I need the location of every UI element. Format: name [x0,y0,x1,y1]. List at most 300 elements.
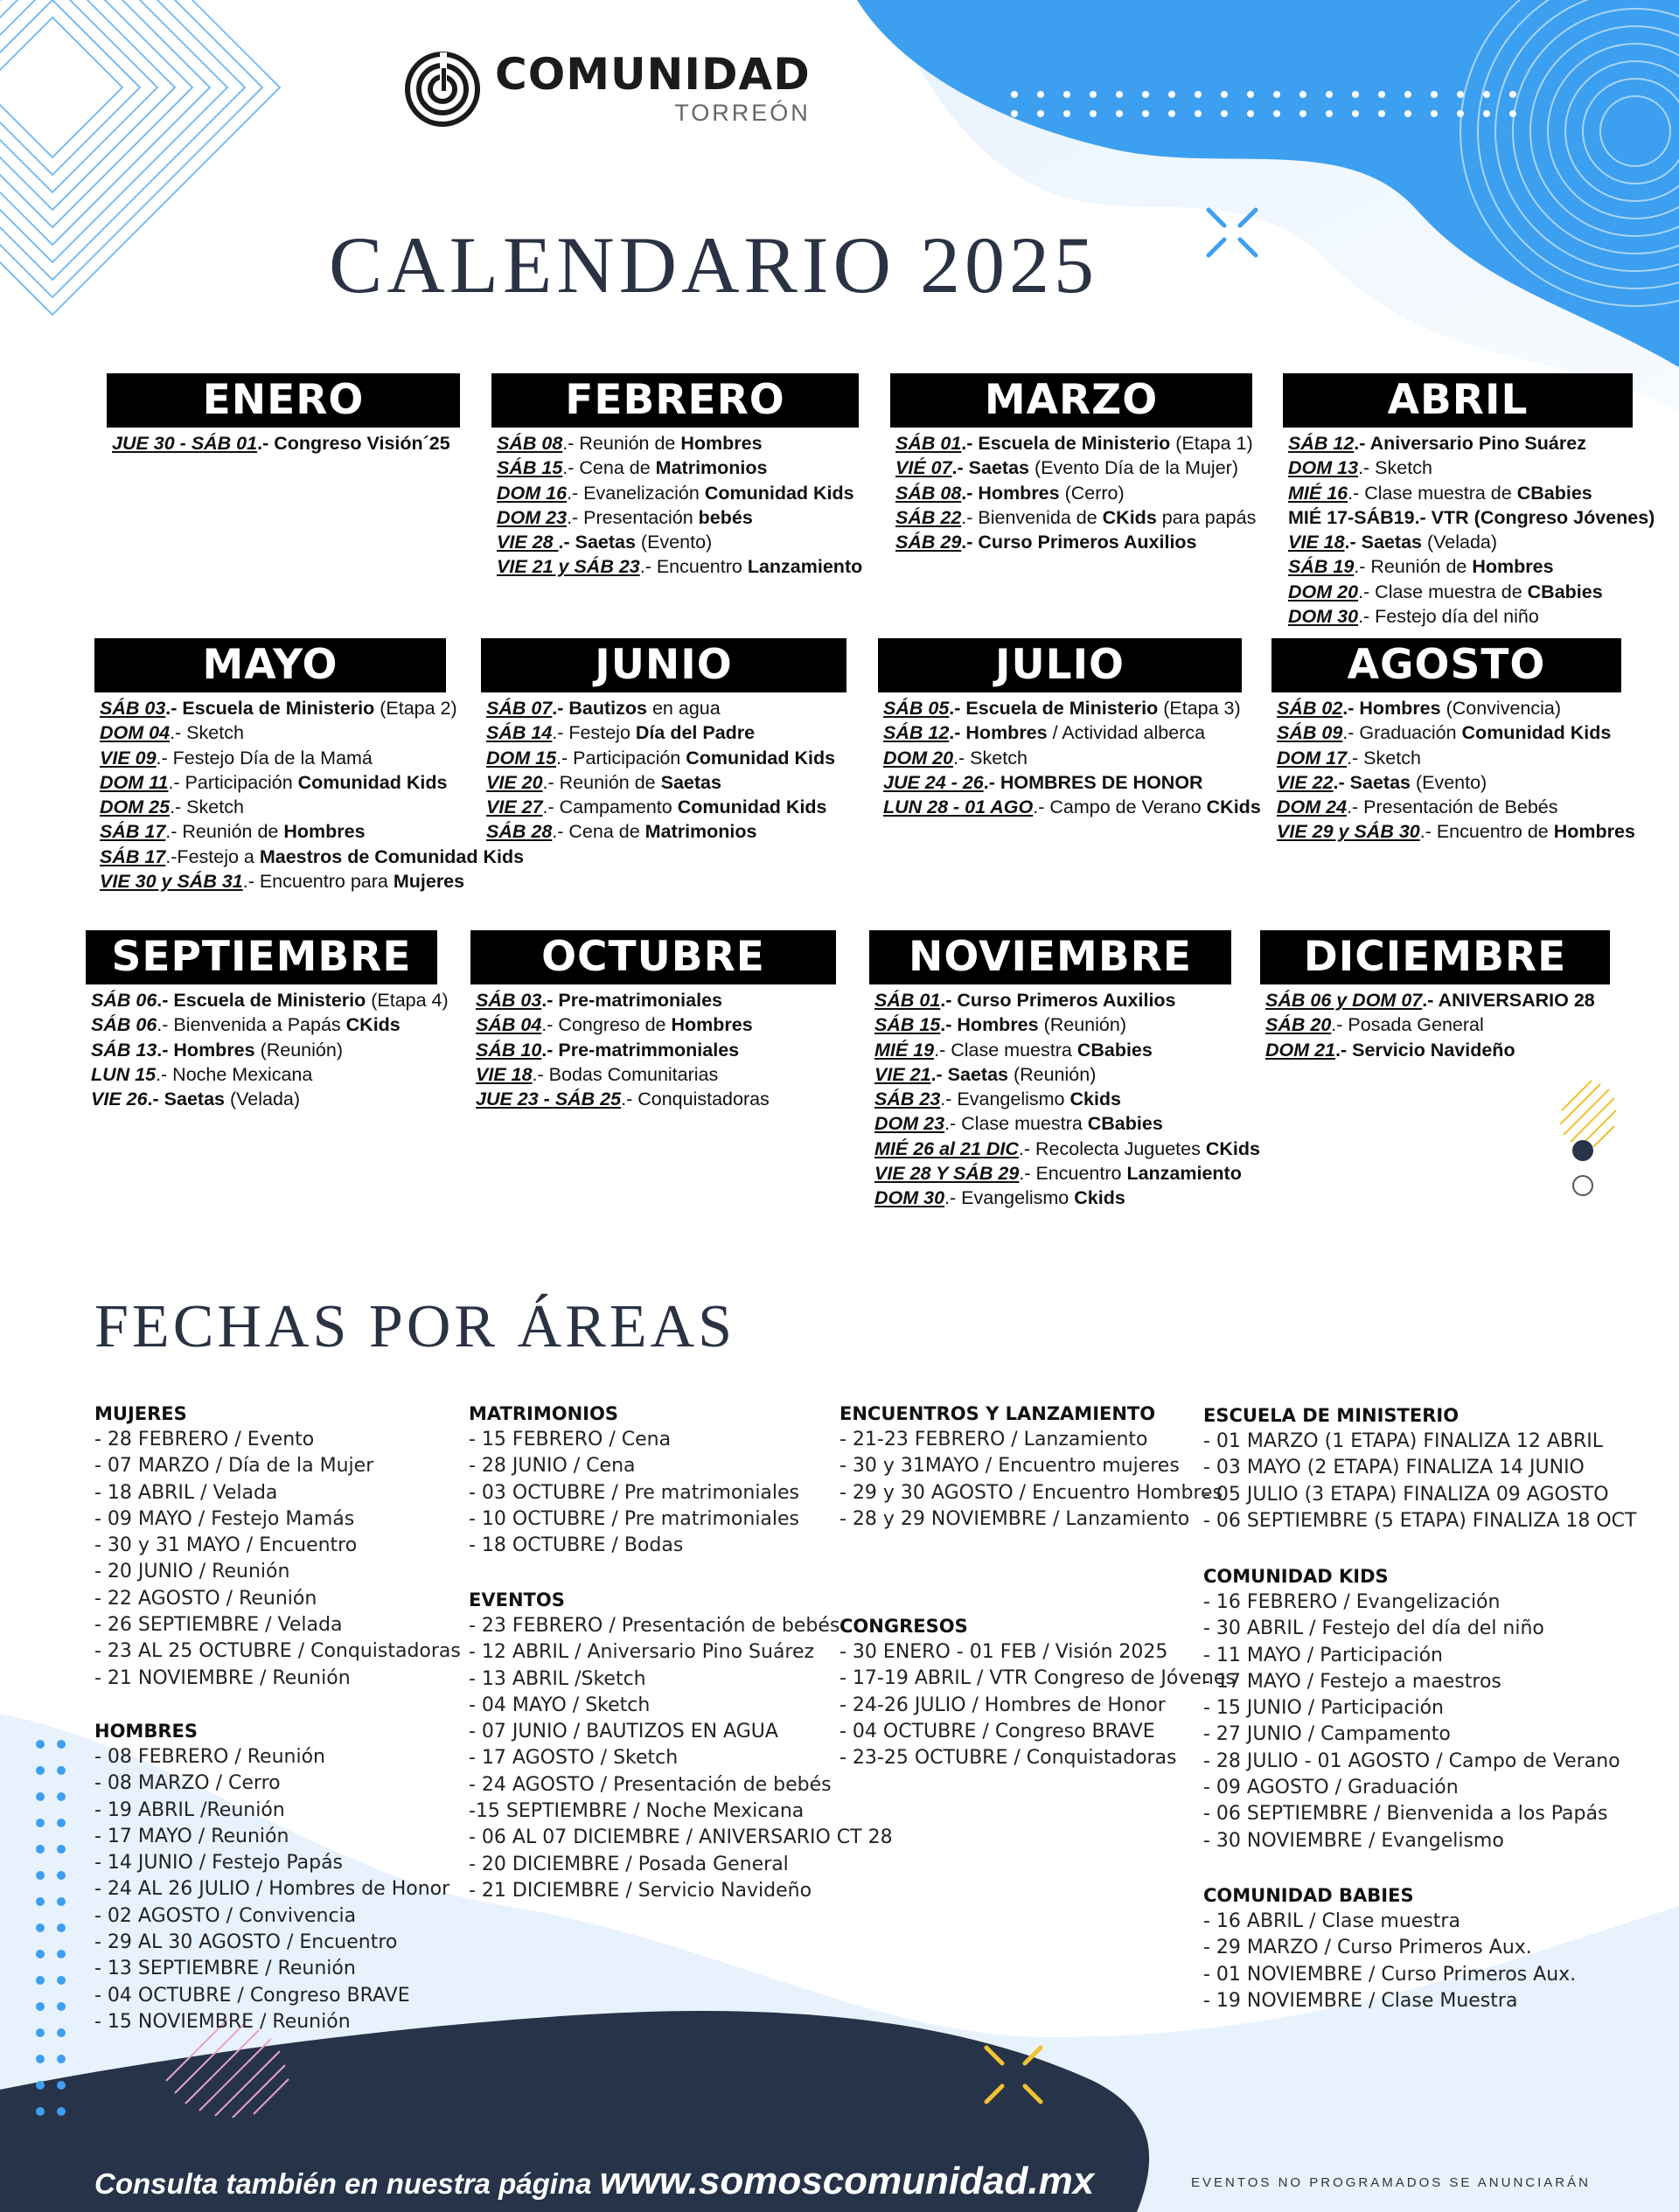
area-date-item: - 21-23 FEBRERO / Lanzamiento [840,1429,1148,1450]
event-text: Hombres [283,821,366,843]
area-date-item: - 30 ENERO - 01 FEB / Visión 2025 [840,1641,1168,1663]
area-date-item: - 06 SEPTIEMBRE / Bienvenida a los Papás [1203,1803,1608,1826]
event-text: .- Curso Primeros Auxilios [940,990,1176,1011]
event-item [476,1038,836,1062]
event-item [1277,770,1621,795]
event-item [91,1012,437,1037]
event-date: VIE 09 [100,747,157,769]
event-item [486,819,846,844]
event-item [100,720,446,745]
event-date: SÁB 06 y DOM 07 [1265,990,1423,1011]
event-text: .- Escuela de Ministerio [157,990,366,1011]
event-text: .- Festejo Día de la Mamá [156,747,373,769]
month-header: NOVIEMBRE [869,930,1231,984]
event-item [1265,988,1610,1012]
event-date: SÁB 14 [486,722,553,744]
event-date: VIE 20 [486,771,543,793]
event-text: (Reunión) [254,1039,343,1061]
area-title: HOMBRES [94,1721,198,1742]
area-date-item: - 28 y 29 NOVIEMBRE / Lanzamiento [840,1507,1190,1530]
event-list [1271,696,1635,845]
area-comunidad-babies [1203,1882,1576,2014]
event-text: .- Campo de Verano [1033,796,1207,818]
event-date: LUN 15 [91,1063,157,1085]
event-item [497,481,859,505]
event-text: CKids [345,1014,401,1036]
event-text: (Velada) [1421,532,1498,553]
event-text: (Convivencia) [1440,698,1562,719]
event-item [883,696,1242,720]
event-text: en agua [647,698,721,719]
area-date-item: - 24-26 JULIO / Hombres de Honor [840,1694,1166,1716]
event-item [486,795,846,819]
month-diciembre [1260,930,1610,1062]
area-date-item: - 26 SEPTIEMBRE / Velada [94,1614,343,1637]
event-date: SÁB 17 [100,821,166,843]
event-list [481,696,846,845]
event-date: DOM 20 [1288,581,1359,602]
event-list [869,988,1260,1211]
area-date-item: - 14 JUNIO / Festejo Papás [94,1852,344,1875]
event-date: VIE 18 [1288,532,1345,553]
area-matrimonios [469,1401,799,1559]
area-title: CONGRESOS [840,1616,968,1637]
event-text: CKids [1205,1137,1260,1159]
area-date-item: -15 SEPTIEMBRE / Noche Mexicana [469,1800,805,1823]
event-item [895,431,1252,456]
event-text: .- Reunión de [542,771,661,793]
area-date-item: - 24 AL 26 JULIO / Hombres de Honor [94,1878,450,1901]
event-date: JUE 24 - 26 [883,771,984,793]
area-date-item: - 20 JUNIO / Reunión [94,1561,290,1583]
event-text: .- Saetas [951,457,1029,479]
event-text: .- Sketch [170,722,244,744]
area-date-item: - 01 NOVIEMBRE / Curso Primeros Aux. [1203,1963,1577,1986]
event-text: CBabies [1087,1113,1163,1135]
event-text: .- Hombres [949,722,1048,744]
event-text: CBabies [1076,1039,1153,1061]
area-date-item: - 03 MAYO (2 ETAPA) FINALIZA 14 JUNIO [1203,1457,1585,1479]
event-item [1277,795,1621,819]
event-text: .- Clase muestra de [1348,482,1517,504]
event-item [874,1062,1231,1087]
event-date: SÁB 10 [476,1039,542,1061]
event-text: .- Pre-matrimoniales [541,990,723,1011]
event-item [476,1012,836,1037]
event-item [100,770,446,795]
event-text: Hombres [671,1014,753,1036]
event-text: .- Saetas [930,1063,1008,1085]
event-text: .- Conquistadoras [621,1089,770,1110]
month-header: OCTUBRE [470,930,836,984]
event-text: .- Noche Mexicana [156,1063,313,1085]
event-text: .- Sketch [1358,457,1432,479]
event-text: Maestros de Comunidad Kids [259,845,525,867]
event-item [883,746,1242,770]
event-text: (Evento Día de la Mujer) [1028,457,1238,479]
event-date: DOM 13 [1288,457,1359,479]
event-item [497,505,859,530]
event-text: .- Saetas [1333,771,1411,793]
event-text: .- Presentación [567,506,699,528]
event-text: Hombres [1472,556,1554,578]
event-list [470,988,836,1111]
month-marzo [890,373,1257,554]
event-item [476,988,836,1012]
event-item [497,530,859,554]
event-text: Hombres [1553,821,1635,843]
event-item [874,988,1231,1012]
event-date: SÁB 08 [497,433,563,454]
event-date: SÁB 13 [91,1039,157,1061]
event-text: .- Curso Primeros Auxilios [961,532,1197,553]
event-item [895,530,1252,554]
event-list [491,431,863,580]
area-date-item: - 23 AL 25 OCTUBRE / Conquistadoras [94,1640,461,1663]
event-text: Matrimonios [655,457,768,479]
event-text: Comunidad Kids [704,482,854,504]
event-date: SÁB 02 [1277,698,1343,719]
event-date: SÁB 17 [100,845,166,867]
event-date: DOM 15 [486,747,557,769]
event-text: (Etapa 1) [1170,433,1253,454]
event-date: VIÉ 07 [895,457,952,479]
event-item [112,431,460,456]
event-item [1277,720,1621,745]
area-date-item: - 06 SEPTIEMBRE (5 ETAPA) FINALIZA 18 OCT [1203,1509,1637,1532]
event-item [1288,481,1633,505]
event-item [1288,456,1633,480]
event-date: SÁB 12 [1288,433,1355,454]
area-title: COMUNIDAD BABIES [1203,1885,1414,1906]
event-text: .- Saetas [1344,532,1422,553]
event-item [1277,696,1621,720]
event-text: .- Graduación [1342,722,1462,744]
event-item [1288,505,1655,530]
event-item [497,456,859,480]
event-text: .- Bienvenida a Papás [157,1014,346,1036]
area-date-item: - 15 JUNIO / Participación [1203,1697,1444,1720]
area-hombres [94,1718,449,2035]
event-text: .- Evanelización [567,482,705,504]
event-date: SÁB 04 [476,1014,542,1036]
event-date: JUE 23 - SÁB 25 [476,1089,622,1110]
event-list [1283,431,1655,629]
area-date-item: - 12 ABRIL / Aniversario Pino Suárez [469,1641,815,1664]
event-text: .- Festejo [552,722,636,744]
area-date-item: - 19 NOVIEMBRE / Clase Muestra [1203,1989,1518,2012]
event-item [1288,530,1633,554]
event-date: VIE 28 Y SÁB 29 [874,1163,1020,1185]
area-title: COMUNIDAD KIDS [1203,1566,1389,1587]
event-text: .- Escuela de Ministerio [949,698,1159,719]
event-item [874,1137,1260,1161]
event-text: .- Hombres [157,1039,255,1061]
event-text: Hombres [680,433,763,454]
event-text: Matrimonios [644,821,757,843]
area-date-item: - 23 FEBRERO / Presentación de bebés [469,1615,840,1637]
area-date-item: - 16 FEBRERO / Evangelización [1203,1591,1501,1613]
event-text: (Evento) [635,532,713,553]
event-text: CKids [1206,796,1261,818]
area-date-item: - 04 MAYO / Sketch [469,1694,651,1716]
month-header: FEBRERO [491,373,859,428]
event-date: SÁB 15 [874,1014,941,1036]
brand-name: COMUNIDAD [495,48,811,100]
area-date-item: - 07 JUNIO / BAUTIZOS EN AGUA [469,1721,778,1743]
area-date-item: - 30 ABRIL / Festejo del día del niño [1203,1617,1544,1640]
area-title: MATRIMONIOS [469,1403,618,1424]
event-text: .- Escuela de Ministerio [961,433,1171,454]
event-item [1288,580,1633,604]
event-date: VIE 22 [1277,771,1334,793]
event-list [878,696,1261,819]
area-date-item: - 17 AGOSTO / Sketch [469,1747,679,1770]
area-encuentros-y-lanzamiento [840,1401,1223,1533]
month-header: MARZO [890,373,1252,428]
event-text: .- Clase muestra [934,1039,1077,1061]
event-item [874,1186,1231,1210]
area-congresos [840,1613,1236,1771]
event-text: .- Participación [556,747,686,769]
event-text: .- Bautizos [552,698,647,719]
event-date: SÁB 01 [874,990,941,1011]
event-item [895,456,1252,480]
event-text: (Reunión) [1007,1063,1097,1085]
area-mujeres [94,1401,461,1692]
event-text: .- Encuentro de [1419,821,1554,843]
event-text: .- Saetas [147,1089,225,1110]
area-date-item: - 13 SEPTIEMBRE / Reunión [94,1958,356,1980]
area-date-item: - 22 AGOSTO / Reunión [94,1587,317,1610]
event-text: .- Hombres [1342,698,1441,719]
area-date-item: - 04 OCTUBRE / Congreso BRAVE [840,1720,1155,1742]
event-date: DOM 20 [883,747,954,769]
event-text: CBabies [1516,482,1592,504]
event-list [107,431,460,456]
event-date: DOM 30 [874,1187,945,1209]
area-date-item: - 28 JUNIO / Cena [469,1455,636,1478]
area-date-item: - 02 AGOSTO / Convivencia [94,1904,357,1927]
event-text: .- Pre-matrimmoniales [541,1039,740,1061]
event-text: CBabies [1527,581,1603,602]
event-date: VIE 21 [874,1063,931,1085]
event-date: VIE 29 y SÁB 30 [1277,821,1420,843]
event-text: .- Sketch [953,747,1028,769]
event-text: .- Recolecta Juguetes [1018,1137,1206,1159]
event-date: DOM 04 [100,722,171,744]
month-header: ENERO [107,373,460,428]
event-text: .- Bienvenida de [961,506,1103,528]
event-date: SÁB 03 [100,698,166,719]
month-octubre [470,930,836,1111]
event-date: VIE 21 y SÁB 23 [497,556,640,578]
website-link[interactable]: www.somoscomunidad.mx [599,2160,1095,2202]
event-text: Comunidad Kids [297,771,448,793]
month-noviembre [869,930,1260,1211]
event-date: SÁB 08 [895,482,962,504]
event-item [486,720,846,745]
month-junio [481,638,846,845]
month-julio [878,638,1261,819]
area-date-item: - 17 MAYO / Reunión [94,1825,289,1847]
event-date: DOM 11 [100,771,169,793]
event-item [497,554,863,579]
event-item [874,1012,1231,1037]
event-text: .- Escuela de Ministerio [165,698,375,719]
event-item [100,845,525,869]
event-item [100,795,446,819]
event-date: SÁB 20 [1265,1014,1332,1036]
area-date-item: - 30 y 31MAYO / Encuentro mujeres [840,1455,1180,1478]
event-item [874,1111,1231,1136]
event-date: SÁB 22 [895,506,962,528]
event-list [1260,988,1610,1062]
event-text: MIÉ 17-SÁB19.- VTR (Congreso Jóvenes) [1288,506,1655,528]
event-date: MIÉ 16 [1288,482,1348,504]
event-text: .- Posada General [1331,1014,1484,1036]
event-date: MIÉ 19 [874,1039,935,1061]
event-text: Comunidad Kids [677,796,827,818]
event-item [497,431,859,456]
event-text: .- Evangelismo [944,1187,1075,1209]
event-text: .- Aniversario Pino Suárez [1354,433,1586,454]
event-item [1288,431,1633,456]
area-date-item: - 30 NOVIEMBRE / Evangelismo [1203,1829,1504,1852]
event-date: SÁB 03 [476,990,542,1011]
event-date: MIÉ 26 al 21 DIC [874,1137,1019,1159]
month-febrero [491,373,863,580]
month-header: MAYO [94,638,446,692]
event-item [883,795,1261,819]
event-text: .- Hombres [940,1014,1039,1036]
event-text: .- Hombres [961,482,1060,504]
footer-link-text [94,2160,1094,2203]
area-date-item: - 03 OCTUBRE / Pre matrimoniales [469,1481,800,1504]
event-item [476,1087,836,1111]
area-date-item: - 07 MARZO / Día de la Mujer [94,1455,374,1478]
event-text: Día del Padre [635,722,756,744]
month-header: ABRIL [1283,373,1633,428]
event-item [895,505,1257,530]
event-item [486,746,846,770]
event-text: Lanzamiento [747,556,863,578]
event-text: Ckids [1074,1187,1125,1209]
month-header: SEPTIEMBRE [86,930,437,984]
page-title: CALENDARIO 2025 [329,220,1098,310]
event-item [874,1161,1242,1186]
event-date: DOM 30 [1288,606,1359,628]
event-text: .- HOMBRES DE HONOR [983,771,1203,793]
event-text: CKids [1102,506,1157,528]
event-item [100,869,465,894]
event-text: (Velada) [224,1089,301,1110]
area-date-item: - 04 OCTUBRE / Congreso BRAVE [94,1984,410,2007]
event-text: Comunidad Kids [1461,722,1612,744]
event-item [91,1062,437,1087]
month-enero [107,373,460,456]
event-text: .- Saetas [558,532,636,553]
event-text: .-Festejo a [165,845,260,867]
area-date-item: - 09 MAYO / Festejo Mamás [94,1507,355,1530]
event-date: SÁB 06 [91,990,157,1011]
event-item [874,1087,1231,1111]
event-item [874,1038,1231,1062]
event-text: (Etapa 3) [1158,698,1241,719]
event-date: VIE 27 [486,796,543,818]
event-date: DOM 24 [1277,796,1348,818]
area-comunidad-kids [1203,1563,1620,1854]
event-text: para papás [1156,506,1257,528]
event-item [476,1062,836,1087]
area-date-item: - 08 FEBRERO / Reunión [94,1746,325,1768]
event-text: .- Encuentro para [242,871,394,893]
area-date-item: - 27 JUNIO / Campamento [1203,1723,1451,1746]
area-date-item: - 18 ABRIL / Velada [94,1481,278,1504]
event-text: bebés [698,506,753,528]
event-text: .- Servicio Navideño [1335,1039,1515,1061]
event-date: VIE 18 [476,1063,533,1085]
event-date: SÁB 06 [91,1014,157,1036]
event-text: .- Reunión de [165,821,284,843]
event-text: Mujeres [393,871,465,893]
event-text: Lanzamiento [1126,1163,1242,1185]
event-item [1265,1012,1610,1037]
event-date: SÁB 29 [895,532,962,553]
area-date-item: - 21 NOVIEMBRE / Reunión [94,1666,351,1689]
event-date: VIE 30 y SÁB 31 [100,871,243,893]
month-header: JUNIO [481,638,846,692]
event-item [100,696,457,720]
area-date-item: - 28 FEBRERO / Evento [94,1429,315,1450]
brand-city: TORREÓN [674,99,811,126]
event-item [883,770,1242,795]
area-date-item: - 24 AGOSTO / Presentación de bebés [469,1773,832,1796]
event-item [91,1087,437,1111]
event-item [1288,554,1633,579]
event-item [883,720,1242,745]
event-text: (Reunión) [1038,1014,1126,1036]
month-header: JULIO [878,638,1242,692]
event-text: .- Congreso de [541,1014,672,1036]
event-text: .- Evangelismo [940,1089,1070,1110]
area-date-item: - 10 OCTUBRE / Pre matrimoniales [469,1507,800,1530]
event-date: SÁB 23 [874,1089,941,1110]
month-header: AGOSTO [1271,638,1621,692]
area-date-item: - 06 AL 07 DICIEMBRE / ANIVERSARIO CT 28 [469,1826,893,1849]
area-date-item: - 17 MAYO / Festejo a maestros [1203,1670,1501,1693]
area-date-item: - 29 y 30 AGOSTO / Encuentro Hombres [840,1481,1223,1504]
event-text: (Cerro) [1059,482,1125,504]
area-date-item: - 19 ABRIL /Reunión [94,1798,285,1821]
event-item [100,746,446,770]
event-date: VIE 26 [91,1089,148,1110]
event-list [86,988,449,1111]
area-date-item: - 01 MARZO (1 ETAPA) FINALIZA 12 ABRIL [1203,1430,1604,1452]
comunidad-logo-icon [404,51,481,128]
area-title: EVENTOS [469,1589,565,1610]
area-date-item: - 28 JULIO - 01 AGOSTO / Campo de Verano [1203,1749,1620,1772]
event-item [895,481,1252,505]
area-escuela-de-ministerio [1203,1402,1636,1534]
event-date: DOM 17 [1277,747,1348,769]
footer-note: EVENTOS NO PROGRAMADOS SE ANUNCIARÁN [1191,2175,1591,2190]
event-date: SÁB 07 [486,698,553,719]
event-text: .- Encuentro [1019,1163,1127,1185]
event-text: .- Reunión de [1354,556,1473,578]
area-date-item: - 30 y 31 MAYO / Encuentro [94,1534,358,1557]
event-text: .- Sketch [170,796,244,818]
